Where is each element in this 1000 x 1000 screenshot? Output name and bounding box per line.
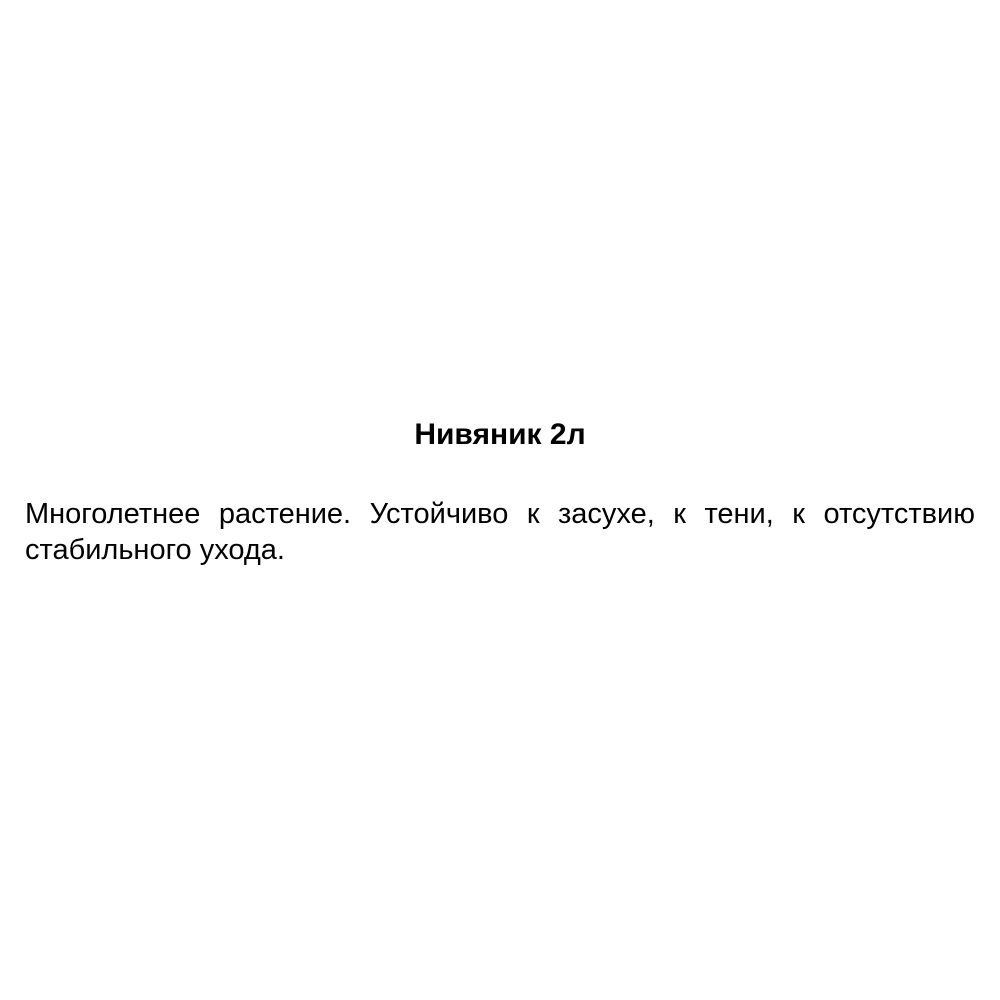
paragraph-line-2: стабильного ухода. xyxy=(25,534,285,566)
paragraph-line-1: Многолетнее растение. Устойчиво к засухе, к тени, к отсутствию xyxy=(25,498,975,530)
document-paragraph xyxy=(25,496,975,568)
document-title: Нивяник 2л xyxy=(414,418,586,451)
